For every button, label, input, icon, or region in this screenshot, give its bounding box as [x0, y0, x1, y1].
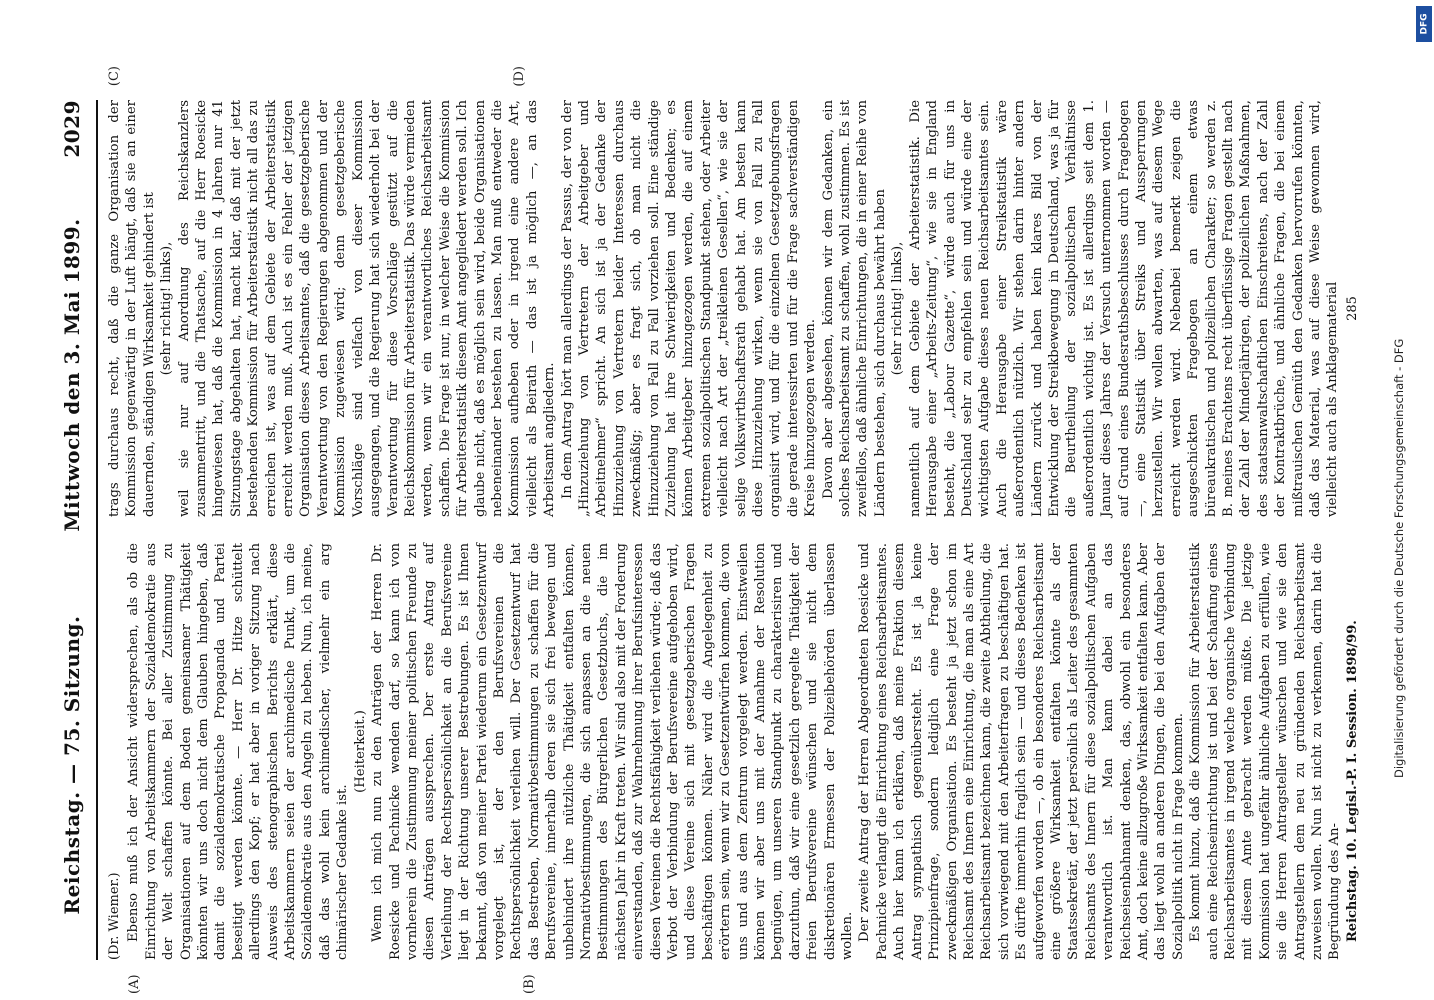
paragraph: Es kommt hinzu, daß die Kommission für Arbeiterstatistik auch eine Reichseinrichtung ist und bei der Schaffung eines Reichsarbeitsamtes in irgend welche organische Verbindung mit diesem Amte gebracht werden müßte. Die jetzige Kommission hat ungefähr ähnliche Aufgaben zu erfüllen, wie sie die Herren Antragsteller wünschen und wie sie den Antragstellern dem neu zu gründenden Reichsarbeitsamt zuweisen wollen. Nun ist nicht zu verkennen, darin hat die Begründung des An- — [1188, 543, 1343, 960]
margin-letter-d: (D) — [512, 66, 527, 87]
paragraph: Ebenso muß ich der Ansicht widersprechen, als ob die Einrichtung von Arbeitskammern der Sozialdemokratie aus der Welt schaffen könnte. Bei aller Zustimmung zu Organisationen auf dem Boden gemeinsamer Thätigkeit könnten wir uns doch nicht dem Glauben hingeben, daß damit die sozialdemokratische Propaganda und Partei beseitigt werden könnte. — Herr Dr. Hitze schüttelt allerdings den Kopf; er hat aber in voriger Sitzung nach Ausweis des stenographischen Berichts erklärt, diese Arbeitskammern seien der archimedische Punkt, um die Sozialdemokratie aus den Angeln zu heben. Nun, ich meine, daß das wohl kein archimedischer, vielmehr ein arg chimärischer Gedanke ist. — [126, 543, 351, 960]
rotated-page — [60, 60, 1410, 1000]
page-number: 2029 — [60, 100, 84, 158]
left-column — [106, 543, 1361, 994]
margin-letter-a: (A) — [127, 974, 142, 994]
paragraph: trags durchaus recht, daß die ganze Organisation der Kommission gegenwärtig in der Luft hängt, daß sie an einer dauernden, ständigen Wirksamkeit gehindert ist — [107, 100, 157, 517]
paragraph: Davon aber abgesehen, können wir dem Gedanken, ein solches Reichsarbeitsamt zu schaffen, wohl zustimmen. Es ist zweifellos, daß ähnliche Einrichtungen, die in einer Reihe von Ländern bestehen, sich durchaus bewährt haben — [820, 100, 888, 517]
paragraph: Wenn ich mich nun zu den Anträgen der Herren Dr. Roesicke und Pachnicke wenden darf, so kann ich von vornherein die Zustimmung meiner politischen Freunde zu diesen Anträgen aussprechen. Der erste Antrag auf Verleihung der Rechtspersönlichkeit an die Berufsvereine liegt in der Richtung unserer Bestrebungen. Es ist Ihnen bekannt, daß von meiner Partei wiederum ein Gesetzentwurf vorgelegt ist, der den Berufsvereinen die Rechtspersönlichkeit verleihen will. Der Gesetzentwurf hat das Bestreben, Normativbestimmungen zu schaffen für die Berufsvereine, innerhalb deren sie sich frei bewegen und unbehindert ihre nützliche Thätigkeit entfalten können, Normativbestimmungen, die sich anpassen an die neuen Bestimmungen des Bürgerlichen Gesetzbuchs, die im nächsten Jahr in Kraft treten. Wir sind also mit der Forderung einverstanden, daß zur Wahrnehmung ihrer Berufsinteressen diesen Vereinen die Rechtsfähigkeit verliehen würde; daß das Verbot der Verbindung der Berufsvereine aufgehoben wird, und diese Vereine sich mit gesetzgeberischen Fragen beschäftigen können. Näher wird die Angelegenheit zu erörtern sein, wenn wir zu Gesetzentwürfen kommen, die von uns und aus dem Zentrum vorgelegt werden. Einstweilen können wir aber uns mit der Annahme der Resolution begnügen, um unseren Standpunkt zu charakterisiren und darzuthun, daß wir eine gesetzlich geregelte Thätigkeit der freien Berufsvereine wünschen und sie nicht dem diskretionären Ermessen der Polizeibehörden überlassen wollen. — [370, 543, 856, 960]
interjection: (sehr richtig! links), — [890, 241, 906, 376]
session-footer: Reichstag. 10. Legisl.-P. I. Session. 1898/99. — [1344, 620, 1360, 942]
interjection: (sehr richtig! links), — [159, 241, 175, 376]
digitization-note-text: Digitalisierung gefördert durch die Deutsche Forschungsgemeinschaft - DFG — [1392, 338, 1406, 778]
interjection: (Heiterkeit.) — [352, 710, 368, 793]
right-column — [106, 66, 1361, 517]
running-head — [60, 100, 98, 960]
speaker-name: (Dr. Wiemer.) — [107, 872, 122, 960]
paragraph: In dem Antrag hört man allerdings der Passus, der von der „Hinzuziehung von Vertretern der Arbeitgeber und Arbeitnehmer“ spricht. An sich ist ja der Gedanke der Hinzuziehung von Vertretern beider Interessen durchaus zweckmäßig; aber es fragt sich, ob man nicht die Hinzuziehung von Fall zu Fall vorziehen soll. Eine ständige Zuziehung hat ihre Schwierigkeiten und Bedenken; es können Arbeitgeber hinzugezogen werden, die auf einem extremen sozialpolitischen Standpunkt stehen, oder Arbeiter vielleicht nach Art der „treikleinen Gesellen“, wie sie der selige Volkswirthschaftsrath gehabt hat. Am besten kann diese Hinzuziehung wirken, wenn sie von Fall zu Fall organisirt wird, und für die einzelnen Gesetzgebungsfragen die gerade interessirten und für die Frage sachverständigen Kreise hinzugezogen werden. — [559, 100, 819, 517]
margin-letter-c: (C) — [107, 66, 122, 87]
paragraph: namentlich auf dem Gebiete der Arbeiterstatistik. Die Herausgabe einer „Arbeits-Zeitung“, wie sie in England besteht, die „Labour Gazette“, würde auch für uns in Deutschland sehr zu empfehlen sein und würde eine der wichtigsten Aufgabe dieses neuen Reichsarbeitsamtes sein. Auch die Herausgabe einer Streikstatistik wäre außerordentlich nützlich. Wir stehen darin hinter andern Ländern zurück und haben kein klares Bild von der Entwicklung der Streikbewegung in Deutschland, was ja für die Beurtheilung der sozialpolitischen Verhältnisse außerordentlich wichtig ist. Es ist allerdings seit dem 1. Januar dieses Jahres der Versuch unternommen worden — auf Grund eines Bundesrathsbeschlusses durch Fragebogen —, eine Statistik über Streiks und Aussperrungen herzustellen. Wir wollen abwarten, was auf diesem Wege erreicht werden wird. Nebenbei bemerkt zeigen die ausgeschickten Fragebogen an einem etwas büreaukratischen und polizeilichen Charakter; so werden z. B. meines Erachtens recht überflüssige Fragen gestellt nach der Zahl der Minderjährigen, der polizeilichen Maßnahmen, des staatsanwaltschaftlichen Einschreitens, nach der Zahl der Kontraktbrüche, und ähnliche Fragen, die bei einem mißtrauischen Gemüth den Gedanken hervorrufen könnten, daß das Material, was auf diese Weise gewonnen wird, vielleicht auch als Anklagematerial — [907, 100, 1341, 517]
dfg-logo-text: DFG — [1419, 13, 1430, 35]
running-head-right: Mittwoch den 3. Mai 1899. — [60, 218, 84, 532]
sheet-signature: 285 — [1344, 296, 1360, 321]
paragraph: weil sie nur auf Anordnung des Reichskanzlers zusammentritt, und die Thatsache, auf die Herr Roesicke hingewiesen hat, daß die Kommission in 4 Jahren nur 41 Sitzungstage abgehalten hat, macht klar, daß mit der jetzt bestehenden Kommission für Arbeiterstatistik nicht all das zu erreichen ist, was auf dem Gebiete der Arbeiterstatistik erreicht werden muß. Auch ist es ein Fehler der jetzigen Organisation dieses Arbeitsamtes, daß die gesetzgeberische Verantwortung von den Regierungen abgenommen und der Kommission zugewiesen wird; denn gesetzgeberische Vorschläge sind vielfach von dieser Kommission ausgegangen, und die Regierung hat sich wiederholt bei der Verantwortung für diese Vorschläge gestützt auf die Reichskommission für Arbeiterstatistik. Das würde vermieden werden, wenn wir ein verantwortliches Reichsarbeitsamt schaffen. Die Frage ist nur, in welcher Weise die Kommission für Arbeiterstatistik diesem Amt angegliedert werden soll. Ich glaube nicht, daß es möglich sein wird, beide Organisationen nebeneinander bestehen zu lassen. Man muß entweder die Kommission aufheben oder in irgend eine andere Art, vielleicht als Beirath — das ist ja möglich —, an das Arbeitsamt angliedern. — [176, 99, 558, 517]
paragraph: Der zweite Antrag der Herren Abgeordneten Roesicke und Pachnicke verlangt die Einrichtung eines Reichsarbeitsamtes. Auch hier kann ich erklären, daß meine Fraktion diesem Antrag sympathisch gegenübersteht. Es ist ja keine Prinzipienfrage, sondern lediglich eine Frage der zweckmäßigen Organisation. Es besteht ja jetzt schon im Reichsamt des Innern eine Einrichtung, die man als eine Art Reichsarbeitsamt bezeichnen kann, die zweite Abtheilung, die sich vorwiegend mit den Arbeiterfragen zu beschäftigen hat. Es dürfte immerhin fraglich sein — und dieses Bedenken ist aufgeworfen worden —, ob ein besonderes Reichsarbeitsamt eine größere Wirksamkeit entfalten könnte als der Staatssekretär, der jetzt persönlich als Leiter des gesammten Reichsamts des Innern für diese sozialpolitischen Aufgaben verantwortlich ist. Man kann dabei an das Reichseisenbahnamt denken, das, obwohl ein besonderes Amt, doch keine allzugroße Wirksamkeit entfalten kann. Aber das liegt wohl an anderen Dingen, die bei den Aufgaben der Sozialpolitik nicht in Frage kommen. — [857, 543, 1186, 960]
digitization-note — [1392, 8, 1416, 828]
running-head-left: Reichstag. — 75. Sitzung. — [60, 615, 84, 915]
dfg-logo — [1416, 6, 1432, 42]
text-columns — [106, 66, 1361, 994]
margin-letter-b: (B) — [522, 974, 537, 994]
